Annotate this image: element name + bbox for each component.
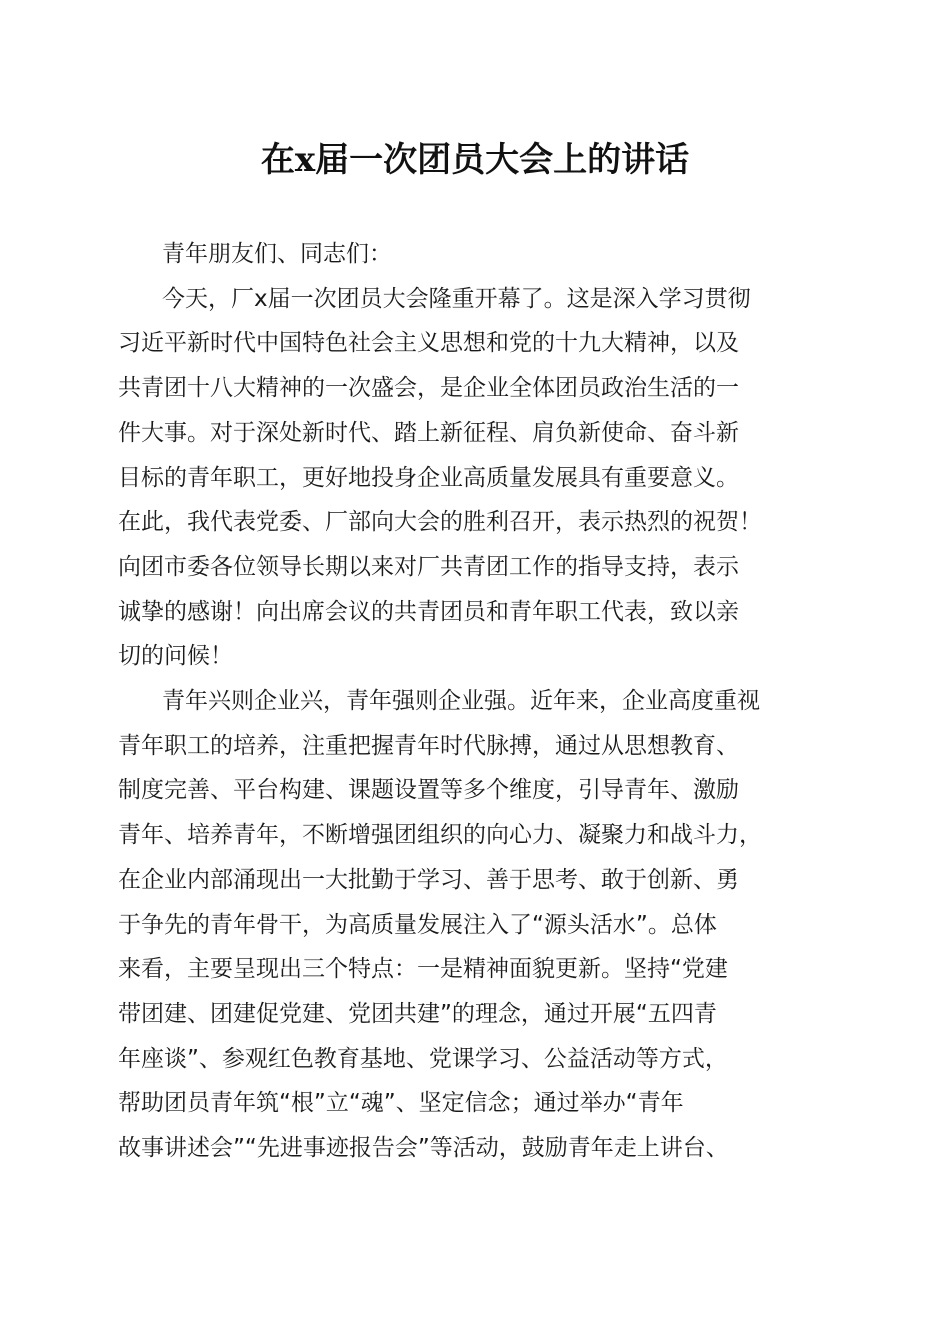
paragraph-youth: 青年兴则企业兴，青年强则企业强。近年来，企业高度重视 青年职工的培养，注重把握青年时代脉搏，通过从思想教育、 制度完善、平台构建、课题设置等多个维度，引导青年、激励 青年、培养青年，不断增强团组织的向心力、凝聚力和战斗力， 在企业内部涌现出一大批勤于学习、善于思考、敢于创新、勇 于争先的青年骨干，为高质量发展注入了“源头活水”。总体 来看，主要呈现出三个特点：一是精神面貌更新。坚持“党建 带团建、团建促党建、党团共建”的理念，通过开展“五四青 年座谈”、参观红色教育基地、党课学习、公益活动等方式， 帮助团员青年筑“根”立“魂”、坚定信念；通过举办“青年 故事讲述会”“先进事迹报告会”等活动，鼓励青年走上讲台、	[118, 688, 762, 1162]
document-body	[118, 232, 838, 1171]
paragraph-opening: 今天，厂x届一次团员大会隆重开幕了。这是深入学习贯彻 习近平新时代中国特色社会主义思想和党的十九大精神，以及 共青团十八大精神的一次盛会，是企业全体团员政治生活的一 件大事。对于深处新时代、踏上新征程、肩负新使命、奋斗新 目标的青年职工，更好地投身企业高质量发展具有重要意义。 在此，我代表党委、厂部向大会的胜利召开，表示热烈的祝贺！ 向团市委各位领导长期以来对厂共青团工作的指导支持，表示 诚挚的感谢！向出席会议的共青团员和青年职工代表，致以亲 切的问候！	[118, 285, 762, 670]
document-title: 在x届一次团员大会上的讲话	[260, 140, 690, 180]
paragraph-salutation: 青年朋友们、同志们：	[162, 241, 392, 267]
